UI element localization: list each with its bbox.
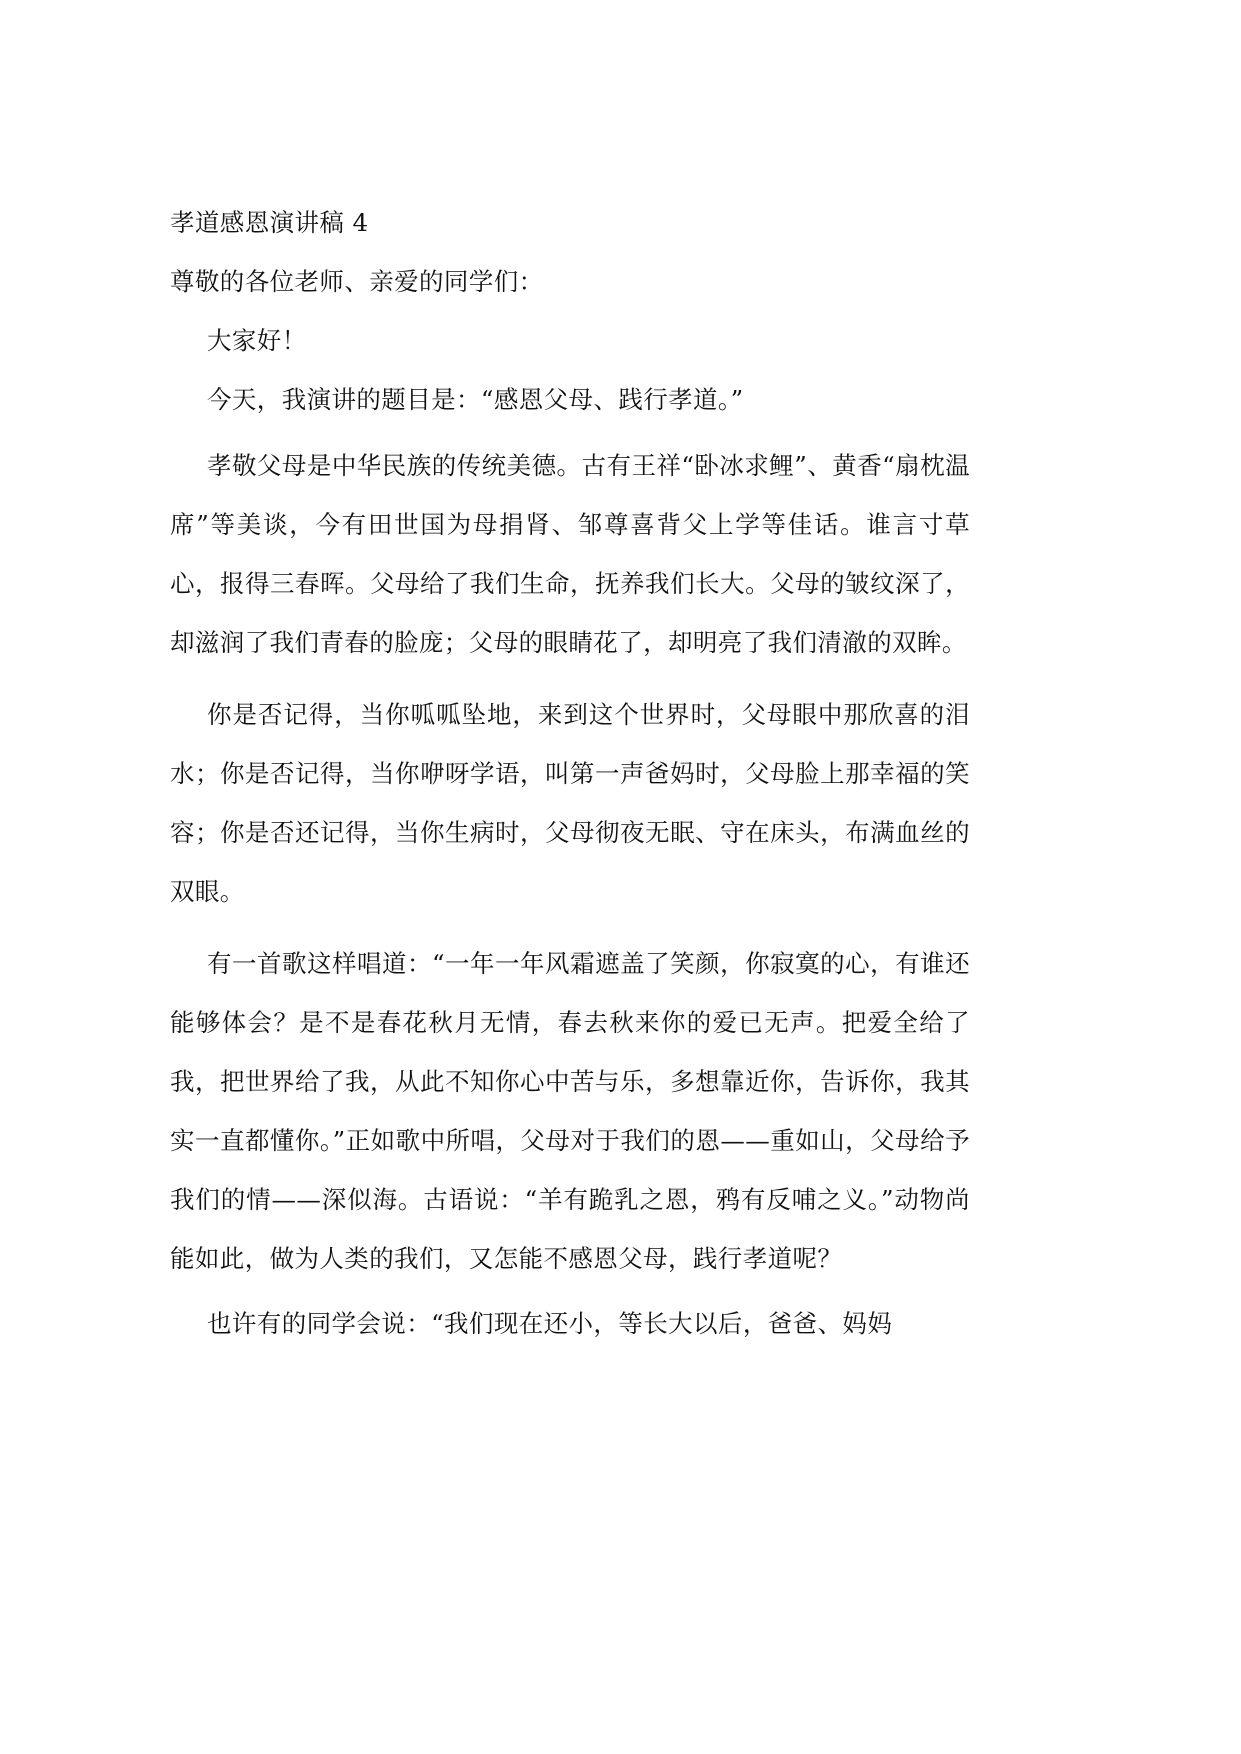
paragraph-topic: 今天，我演讲的题目是：“感恩父母、践行孝道。” xyxy=(207,385,744,414)
paragraph-song: 有一首歌这样唱道：“一年一年风霜遮盖了笑颜，你寂寞的心，有谁还能够体会？是不是春花秋月无情，春去秋来你的爱已无声。把爱全给了我，把世界给了我，从此不知你心中苦与乐，多想靠近你，告诉你，我其实一直都懂你。”正如歌中所唱，父母对于我们的恩——重如山，父母给予我们的情——深似海。古语说：“羊有跪乳之恩，鸦有反哺之义。”动物尚能如此，做为人类的我们，又怎能不感恩父母，践行孝道呢？ xyxy=(170,949,970,1273)
paragraph-greeting: 大家好！ xyxy=(207,326,307,355)
salutation: 尊敬的各位老师、亲爱的同学们： xyxy=(170,267,544,296)
paragraph-classmates: 也许有的同学会说：“我们现在还小，等长大以后，爸爸、妈妈 xyxy=(207,1309,893,1338)
document-title: 孝道感恩演讲稿 4 xyxy=(170,208,369,237)
paragraph-do-you-remember: 你是否记得，当你呱呱坠地，来到这个世界时，父母眼中那欣喜的泪水；你是否记得，当你咿呀学语，叫第一声爸妈时，父母脸上那幸福的笑容；你是否还记得，当你生病时，父母彻夜无眠、守在床头，布满血丝的双眼。 xyxy=(170,700,970,906)
paragraph-filial-piety: 孝敬父母是中华民族的传统美德。古有王祥“卧冰求鲤”、黄香“扇枕温席”等美谈，今有田世国为母捐肾、邹尊喜背父上学等佳话。谁言寸草心，报得三春晖。父母给了我们生命，抚养我们长大。父母的皱纹深了，却滋润了我们青春的脸庞；父母的眼睛花了，却明亮了我们清澈的双眸。 xyxy=(170,451,970,657)
document-body xyxy=(170,200,970,1360)
